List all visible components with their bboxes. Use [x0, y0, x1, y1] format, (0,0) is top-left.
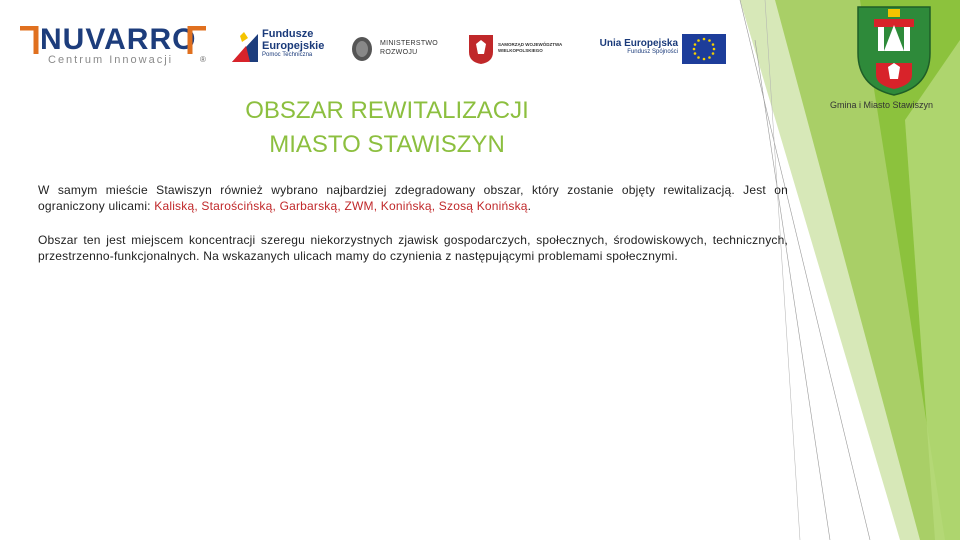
fundusze-sub: Pomoc Techniczna	[262, 52, 313, 58]
page-title	[180, 94, 594, 162]
ministerstwo-line2: ROZWOJU	[380, 49, 418, 56]
stawiszyn-coat-of-arms-icon	[856, 5, 932, 97]
fundusze-line1: Fundusze	[262, 28, 314, 40]
title-line2: MIASTO STAWISZYN	[269, 131, 505, 158]
nuvarro-registered: ®	[200, 55, 206, 64]
wielkopolska-shield-icon	[468, 34, 494, 64]
nuvarro-bracket-icon	[18, 26, 40, 56]
nuvarro-bracket-right-icon	[186, 26, 208, 56]
eagle-emblem-icon	[350, 35, 374, 63]
samorzad-line2: WIELKOPOLSKIEGO	[498, 48, 543, 53]
eu-flag-icon	[682, 34, 726, 64]
fundusze-line2: Europejskie	[262, 40, 325, 52]
ministerstwo-line1: MINISTERSTWO	[380, 40, 439, 47]
street-list: Kaliską, Starościńską, Garbarską, ZWM, Konińską, Szosą Konińską	[154, 199, 528, 213]
paragraph-intro	[38, 182, 788, 214]
paragraph-intro-text: W samym mieście Stawiszyn również wybrano najbardziej zdegradowany obszar, który zostanie objęty rewitalizacją. Jest on ograniczony ulicami:	[38, 183, 788, 213]
nuvarro-subtitle: Centrum Innowacji	[48, 54, 174, 66]
paragraph-problems: Obszar ten jest miejscem koncentracji szeregu niekorzystnych zjawisk gospodarczych, społecznych, środowiskowych, technicznych, przestrzenno-funkcjonalnych. Na wskazanych ulicach mamy do czynienia z następującymi problemami społecznymi.	[38, 233, 788, 263]
nuvarro-wordmark: NUVARRO	[40, 23, 197, 56]
ue-subtitle: Fundusz Spójności	[627, 49, 678, 55]
coat-of-arms-caption: Gmina i Miasto Stawiszyn	[830, 100, 934, 110]
nuvarro-logo	[18, 22, 213, 70]
paragraph-intro-end: .	[527, 199, 532, 213]
fundusze-flag-icon	[232, 28, 258, 62]
title-line1: OBSZAR REWITALIZACJI	[245, 97, 529, 124]
ue-title: Unia Europejska	[599, 38, 678, 49]
samorzad-line1: SAMORZĄD WOJEWÓDZTWA	[498, 42, 563, 47]
